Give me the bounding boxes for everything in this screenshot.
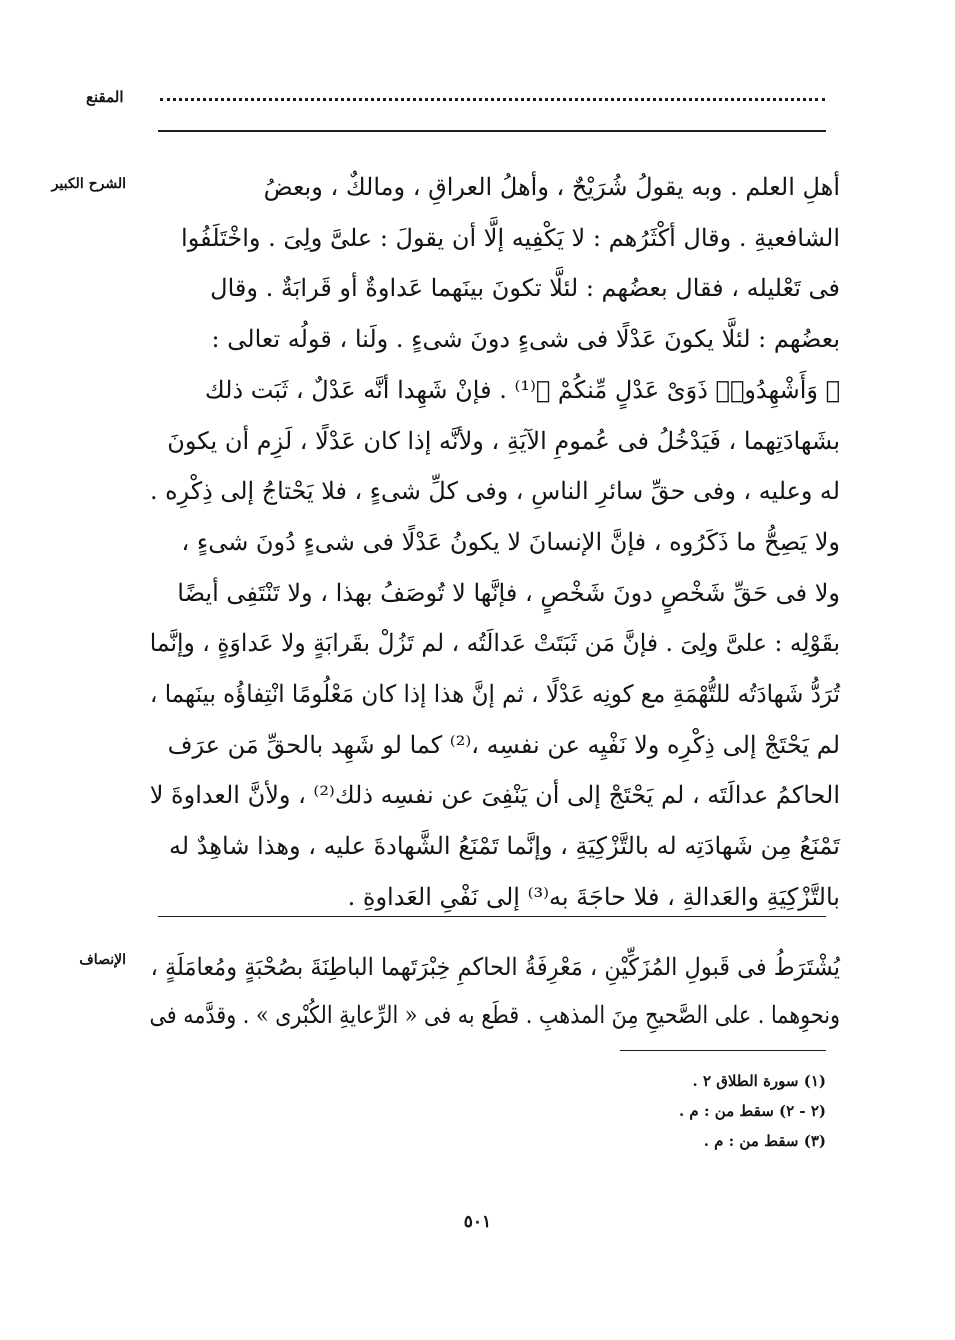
- insaf-text-block: [150, 943, 840, 1039]
- header-dotted-line: [160, 98, 825, 101]
- footnote-rule: [620, 1050, 826, 1051]
- section-label-sharh: الشرح الكبير: [51, 176, 126, 192]
- book-title: المقنع: [86, 88, 124, 106]
- footnote: (٣) سقط من : م .: [703, 1132, 826, 1150]
- text-line: بقَوْلِه : علىَّ ولِىَ . فإنَّ مَن ثَبَتَتْ عَدالَتُه ، لم تَزُلْ بقَرابَةٍ ولا عَداوَةٍ ، وإنَّما: [149, 629, 840, 658]
- sharh-text-block: [150, 162, 840, 923]
- text-line: بالتَّزْكِيَةِ والعَدالةِ ، فلا حاجَةَ به⁽³⁾ إلى نَفْىِ العَداوةِ .: [347, 882, 840, 911]
- section-label-insaf: الإنصاف: [79, 952, 126, 968]
- text-line: بعضُهم : لئلَّا يكونَ عَدْلًا فى شىءٍ دونَ شىءٍ . ولَنا ، قولُه تعالى :: [211, 325, 840, 354]
- footnotes: [500, 1066, 826, 1156]
- text-line: أهلِ العلم . وبه يقولُ شُرَيْحٌ ، وأهلُ العراقِ ، ومالكٌ ، وبعضُ: [263, 173, 840, 201]
- page-number: ٥٠١: [463, 1212, 492, 1232]
- text-line: ﴿ وَأَشْهِدُوا۟ ذَوَىْ عَدْلٍ مِّنكُمْ ﴾⁽¹⁾ . فإنْ شَهِدا أنَّه عَدْلٌ ، ثَبَت ذلك: [204, 375, 840, 404]
- text-line: الشافعيةِ . وقال أكْثَرُهم : لا يَكْفِيه إلَّا أن يقولَ : علىَّ ولِىَ . واخْتَلَفُوا: [181, 223, 840, 252]
- footnote: (٢ - ٢) سقط من : م .: [678, 1102, 826, 1120]
- text-line: لم يَحْتَجْ إلى ذِكْرِه ولا نَفْيِه عن نفسِه ،⁽²⁾ كما لو شَهِد بالحقِّ مَن عرَف: [167, 730, 840, 759]
- text-line: بشَهادَتِهما ، فَيَدْخُلُ فى عُمومِ الآيَةِ ، ولأنَّه إذا كان عَدْلًا ، لَزِم أن يكونَ: [167, 426, 840, 455]
- text-line: ونحوِهما . على الصَّحيحِ مِنَ المذهبِ . قطَع به فى « الرِّعايةِ الكُبْرى » . وقدَّمه فى: [149, 1001, 841, 1029]
- text-line: له وعليه ، وفى حقِّ سائرِ الناسِ ، وفى كلِّ شىءٍ ، فلا يَحْتاجُ إلى ذِكْرِه .: [149, 477, 840, 506]
- text-line: ولا يَصِحُّ ما ذَكَرُوه ، فإنَّ الإنسانَ لا يكونُ عَدْلًا فى شىءٍ دُونَ شىءٍ ،: [181, 527, 840, 556]
- text-line: ولا فى حَقِّ شَخْصٍ دونَ شَخْصٍ ، فإنَّها لا تُوصَفُ بهذا ، ولا تَنْتَفِى أيضًا: [177, 578, 840, 607]
- text-line: يُشْتَرَطُ فى قَبولِ المُزَكِّيْنِ ، مَعْرِفَةُ الحاكمِ خِبْرَتَهما الباطِنَةَ بصُحْبَةٍ ومُعامَلَةٍ ،: [150, 953, 840, 981]
- header-rule: [158, 130, 826, 132]
- text-line: الحاكمُ عدالَتَه ، لم يَحْتَجْ إلى أن يَنْفِىَ عن نفسِه ذلك⁽²⁾ ، ولأنَّ العداوةَ لا: [149, 781, 840, 810]
- text-line: تُرَدُّ شَهادَتُه للتُّهْمَةِ مع كونِه عَدْلًا ، ثم إنَّ هذا إذا كان مَعْلُومًا انْتِفاؤُه بينَهما ،: [150, 680, 840, 709]
- footnote: (١) سورة الطلاق ٢ .: [692, 1072, 826, 1090]
- text-line: تَمْنَعُ مِن شَهادَتِه له بالتَّزْكِيَةِ ، وإنَّما تَمْنَعُ الشَّهادةَ عليه ، وهذا شاهِدٌ له: [168, 832, 840, 861]
- text-line: فى تَعْليله ، فقال بعضُهم : لئلَّا تكونَ بينَهما عَداوةٌ أو قَرابَةٌ . وقال: [210, 274, 840, 303]
- section-divider: [158, 916, 826, 917]
